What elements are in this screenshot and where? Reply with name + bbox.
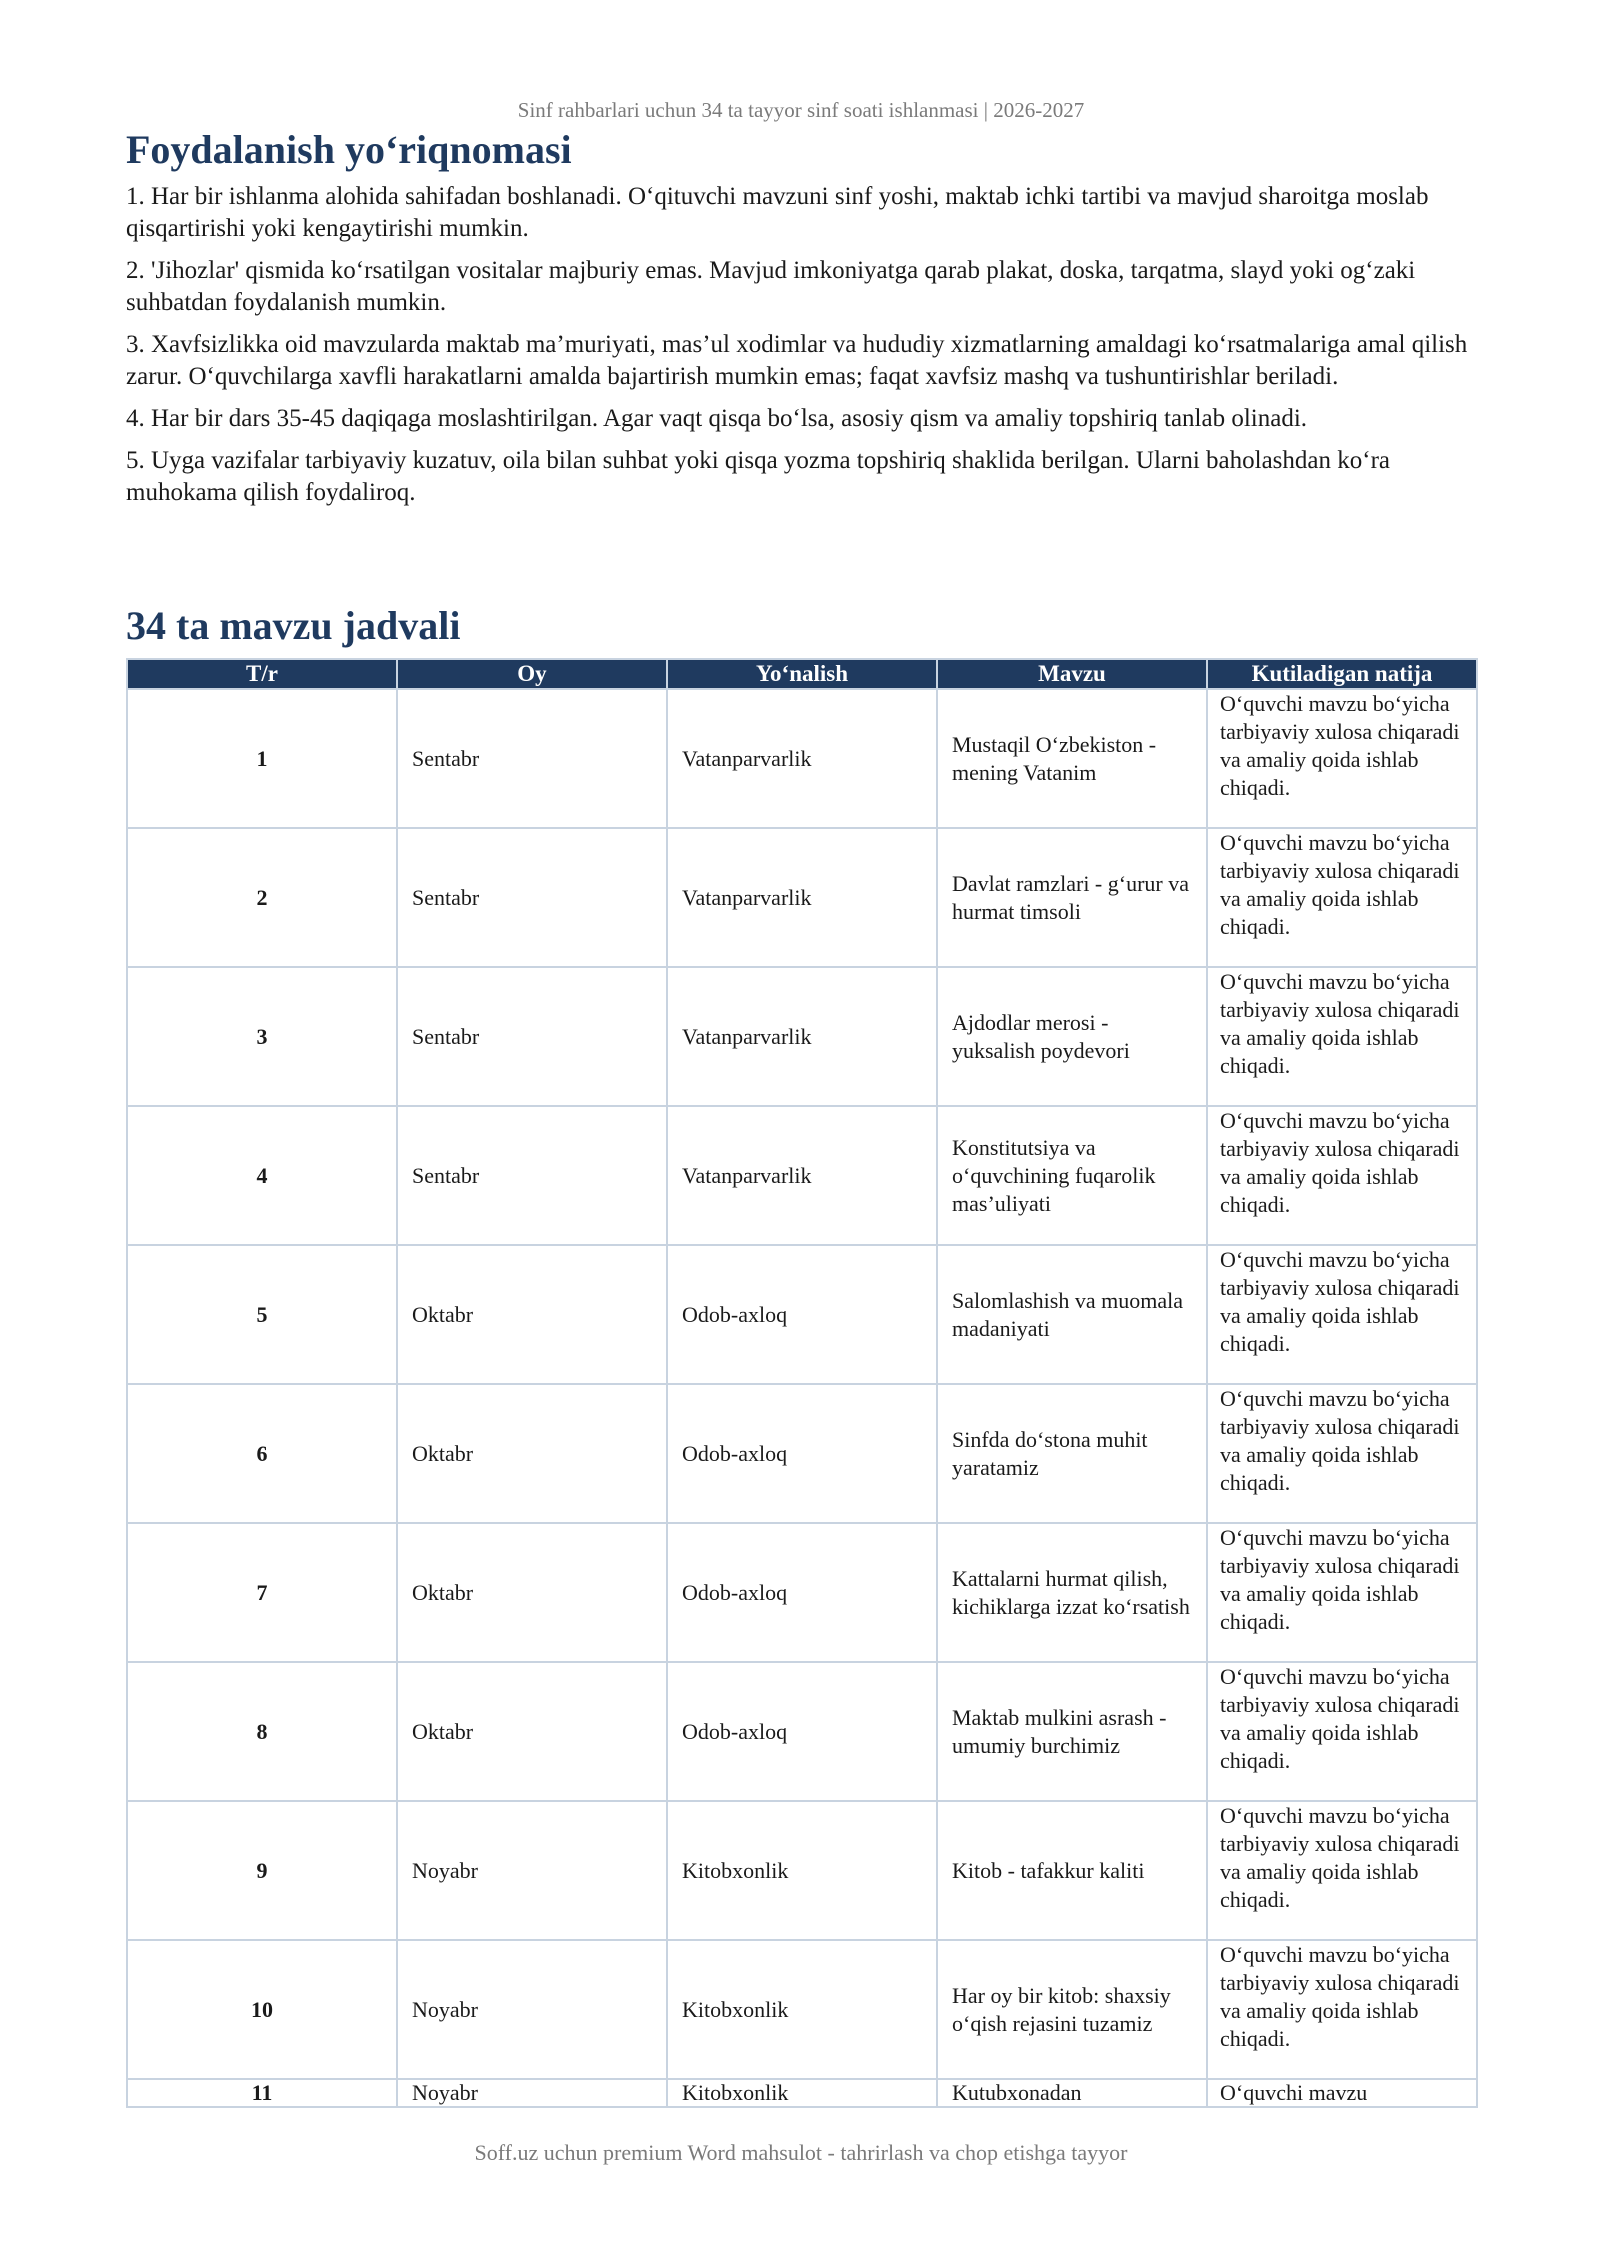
guide-item: 5. Uyga vazifalar tarbiyaviy kuzatuv, oila bilan suhbat yoki qisqa yozma topshiriq shaklida berilgan. Ularni baholashdan ko‘ra muhokama qilish foydaliroq. xyxy=(126,447,1390,506)
row-topic: Kattalarni hurmat qilish, kichiklarga izzat ko‘rsatish xyxy=(937,1523,1207,1662)
guide-title: Foydalanish yo‘riqnomasi xyxy=(126,127,572,172)
column-header-month: Oy xyxy=(397,659,667,689)
row-month: Oktabr xyxy=(397,1523,667,1662)
table-row xyxy=(127,1662,1477,1801)
column-header-result: Kutiladigan natija xyxy=(1207,659,1477,689)
row-topic: Mustaqil O‘zbekiston - mening Vatanim xyxy=(937,689,1207,828)
table-row xyxy=(127,967,1477,1106)
table-row xyxy=(127,1523,1477,1662)
column-header-topic: Mavzu xyxy=(937,659,1207,689)
topics-table xyxy=(126,658,1478,2108)
row-result: O‘quvchi mavzu bo‘yicha tarbiyaviy xulosa chiqaradi va amaliy qoida ishlab chiqadi. xyxy=(1207,1523,1477,1662)
row-result: O‘quvchi mavzu bo‘yicha tarbiyaviy xulosa chiqaradi va amaliy qoida ishlab chiqadi. xyxy=(1207,828,1477,967)
row-topic: Ajdodlar merosi - yuksalish poydevori xyxy=(937,967,1207,1106)
row-result: O‘quvchi mavzu bo‘yicha tarbiyaviy xulosa chiqaradi va amaliy qoida ishlab chiqadi. xyxy=(1207,1801,1477,1940)
row-number: 10 xyxy=(127,1940,397,2079)
row-topic: Davlat ramzlari - g‘urur va hurmat timsoli xyxy=(937,828,1207,967)
row-number: 7 xyxy=(127,1523,397,1662)
row-result: O‘quvchi mavzu bo‘yicha tarbiyaviy xulosa chiqaradi va amaliy qoida ishlab chiqadi. xyxy=(1207,1245,1477,1384)
guide-item: 4. Har bir dars 35-45 daqiqaga moslashtirilgan. Agar vaqt qisqa bo‘lsa, asosiy qism va amaliy topshiriq tanlab olinadi. xyxy=(126,405,1308,432)
row-number: 6 xyxy=(127,1384,397,1523)
row-month: Noyabr xyxy=(397,2079,667,2107)
row-result: O‘quvchi mavzu xyxy=(1207,2079,1477,2107)
row-topic: Har oy bir kitob: shaxsiy o‘qish rejasini tuzamiz xyxy=(937,1940,1207,2079)
guide-item: 2. 'Jihozlar' qismida ko‘rsatilgan vositalar majburiy emas. Mavjud imkoniyatga qarab plakat, doska, tarqatma, slayd yoki og‘zaki suhbatdan foydalanish mumkin. xyxy=(126,257,1416,316)
row-direction: Vatanparvarlik xyxy=(667,1106,937,1245)
row-result: O‘quvchi mavzu bo‘yicha tarbiyaviy xulosa chiqaradi va amaliy qoida ishlab chiqadi. xyxy=(1207,967,1477,1106)
row-month: Sentabr xyxy=(397,828,667,967)
row-month: Sentabr xyxy=(397,1106,667,1245)
row-month: Oktabr xyxy=(397,1384,667,1523)
row-number: 9 xyxy=(127,1801,397,1940)
guide-item: 3. Xavfsizlikka oid mavzularda maktab ma’muriyati, mas’ul xodimlar va hududiy xizmatlarning amaldagi ko‘rsatmalariga amal qilish zarur. O‘quvchilarga xavfli harakatlarni amalda bajartirish mumkin emas; faqat xavfsiz mashq va tushuntirishlar beriladi. xyxy=(126,331,1468,390)
row-result: O‘quvchi mavzu bo‘yicha tarbiyaviy xulosa chiqaradi va amaliy qoida ishlab chiqadi. xyxy=(1207,1106,1477,1245)
running-header: Sinf rahbarlari uchun 34 ta tayyor sinf soati ishlanmasi | 2026-2027 xyxy=(517,98,1085,122)
table-row xyxy=(127,2079,1477,2107)
row-month: Oktabr xyxy=(397,1662,667,1801)
row-month: Oktabr xyxy=(397,1245,667,1384)
table-row xyxy=(127,1106,1477,1245)
row-direction: Vatanparvarlik xyxy=(667,967,937,1106)
table-title: 34 ta mavzu jadvali xyxy=(126,603,461,648)
row-direction: Odob-axloq xyxy=(667,1523,937,1662)
row-number: 4 xyxy=(127,1106,397,1245)
row-topic: Sinfda do‘stona muhit yaratamiz xyxy=(937,1384,1207,1523)
row-result: O‘quvchi mavzu bo‘yicha tarbiyaviy xulosa chiqaradi va amaliy qoida ishlab chiqadi. xyxy=(1207,1662,1477,1801)
table-row xyxy=(127,1384,1477,1523)
table-row xyxy=(127,1801,1477,1940)
guide-instructions xyxy=(126,181,1476,519)
row-month: Sentabr xyxy=(397,967,667,1106)
row-number: 8 xyxy=(127,1662,397,1801)
row-direction: Odob-axloq xyxy=(667,1245,937,1384)
topics-table-wrapper xyxy=(126,658,1476,2108)
row-number: 5 xyxy=(127,1245,397,1384)
table-row xyxy=(127,689,1477,828)
row-direction: Vatanparvarlik xyxy=(667,828,937,967)
column-header-direction: Yo‘nalish xyxy=(667,659,937,689)
table-row xyxy=(127,1245,1477,1384)
row-number: 2 xyxy=(127,828,397,967)
row-topic: Salomlashish va muomala madaniyati xyxy=(937,1245,1207,1384)
row-topic: Konstitutsiya va o‘quvchining fuqarolik mas’uliyati xyxy=(937,1106,1207,1245)
row-direction: Odob-axloq xyxy=(667,1384,937,1523)
row-result: O‘quvchi mavzu bo‘yicha tarbiyaviy xulosa chiqaradi va amaliy qoida ishlab chiqadi. xyxy=(1207,1384,1477,1523)
table-row xyxy=(127,1940,1477,2079)
row-topic: Kutubxonadan xyxy=(937,2079,1207,2107)
row-direction: Vatanparvarlik xyxy=(667,689,937,828)
table-row xyxy=(127,828,1477,967)
row-number: 11 xyxy=(127,2079,397,2107)
row-month: Noyabr xyxy=(397,1940,667,2079)
row-result: O‘quvchi mavzu bo‘yicha tarbiyaviy xulosa chiqaradi va amaliy qoida ishlab chiqadi. xyxy=(1207,689,1477,828)
guide-item: 1. Har bir ishlanma alohida sahifadan boshlanadi. O‘qituvchi mavzuni sinf yoshi, maktab ichki tartibi va mavjud sharoitga moslab qisqartirishi yoki kengaytirishi mumkin. xyxy=(126,183,1429,242)
row-topic: Kitob - tafakkur kaliti xyxy=(937,1801,1207,1940)
row-month: Noyabr xyxy=(397,1801,667,1940)
column-header-number: T/r xyxy=(127,659,397,689)
running-footer: Soff.uz uchun premium Word mahsulot - tahrirlash va chop etishga tayyor xyxy=(474,2140,1128,2165)
row-direction: Odob-axloq xyxy=(667,1662,937,1801)
table-header-row xyxy=(127,659,1477,689)
row-number: 1 xyxy=(127,689,397,828)
row-direction: Kitobxonlik xyxy=(667,1940,937,2079)
row-result: O‘quvchi mavzu bo‘yicha tarbiyaviy xulosa chiqaradi va amaliy qoida ishlab chiqadi. xyxy=(1207,1940,1477,2079)
row-direction: Kitobxonlik xyxy=(667,1801,937,1940)
row-direction: Kitobxonlik xyxy=(667,2079,937,2107)
row-topic: Maktab mulkini asrash - umumiy burchimiz xyxy=(937,1662,1207,1801)
row-number: 3 xyxy=(127,967,397,1106)
row-month: Sentabr xyxy=(397,689,667,828)
